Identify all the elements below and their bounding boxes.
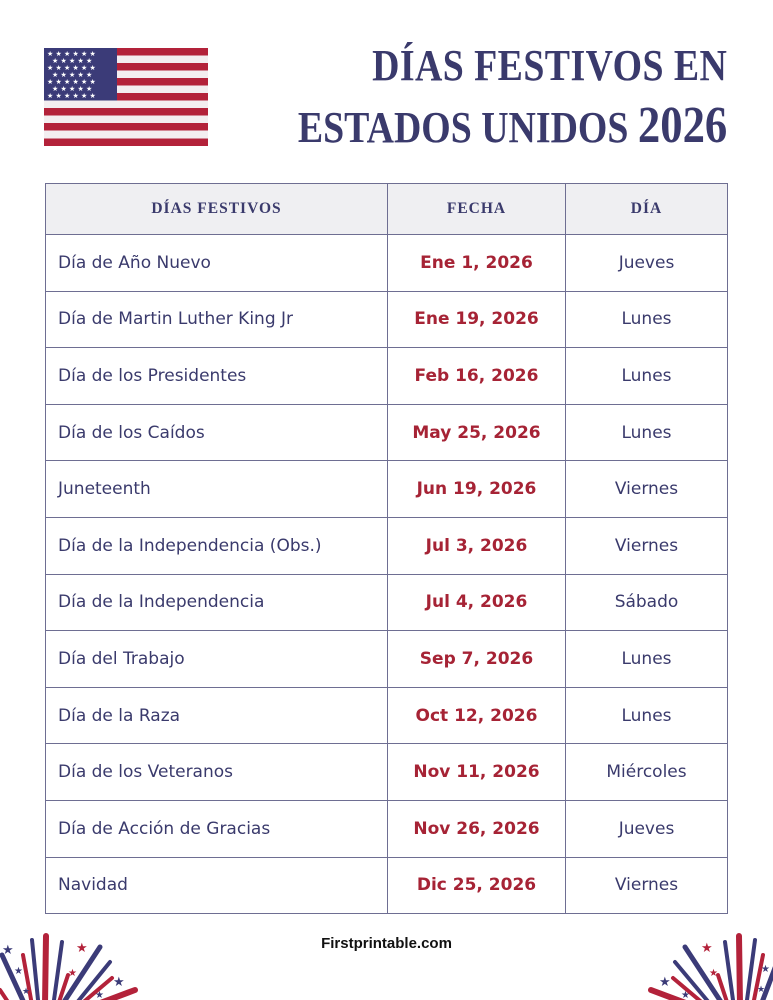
table-header-row (46, 184, 728, 235)
holiday-weekday: Lunes (566, 631, 728, 688)
svg-text:★: ★ (113, 975, 125, 990)
holiday-name: Día de la Independencia (46, 574, 388, 631)
title-line-2 (297, 97, 727, 154)
svg-text:★: ★ (76, 941, 88, 956)
holiday-weekday: Jueves (566, 800, 728, 857)
footer-site-name: Firstprintable.com (321, 935, 452, 952)
table-row (46, 235, 728, 292)
table-row (46, 631, 728, 688)
holiday-name: Día de los Caídos (46, 404, 388, 461)
svg-text:★: ★ (95, 990, 104, 1000)
title-year: 2026 (637, 97, 727, 154)
holiday-date: Ene 19, 2026 (388, 291, 566, 348)
holiday-date: Jul 4, 2026 (388, 574, 566, 631)
holidays-table (45, 183, 728, 914)
holiday-date: Jul 3, 2026 (388, 517, 566, 574)
holiday-name: Día del Trabajo (46, 631, 388, 688)
holiday-name: Juneteenth (46, 461, 388, 518)
holiday-weekday: Viernes (566, 517, 728, 574)
holiday-date: Nov 11, 2026 (388, 744, 566, 801)
svg-text:★: ★ (659, 975, 671, 990)
holiday-date: Oct 12, 2026 (388, 687, 566, 744)
holiday-date: Sep 7, 2026 (388, 631, 566, 688)
holiday-name: Día de los Presidentes (46, 348, 388, 405)
svg-text:★: ★ (761, 964, 770, 975)
holiday-name: Día de Acción de Gracias (46, 800, 388, 857)
holiday-weekday: Lunes (566, 348, 728, 405)
table-row (46, 687, 728, 744)
svg-text:★: ★ (2, 943, 14, 958)
holiday-date: Dic 25, 2026 (388, 857, 566, 914)
svg-text:★: ★ (68, 968, 77, 979)
svg-text:★ ★ ★ ★ ★ ★: ★ ★ ★ ★ ★ ★ (47, 78, 96, 86)
fireworks-icon (0, 920, 150, 1000)
table-row (46, 517, 728, 574)
svg-text:★: ★ (701, 941, 713, 956)
svg-text:★ ★ ★ ★ ★ ★: ★ ★ ★ ★ ★ ★ (47, 64, 96, 72)
svg-text:★ ★ ★ ★ ★ ★: ★ ★ ★ ★ ★ ★ (47, 92, 96, 100)
svg-text:★: ★ (681, 990, 690, 1000)
svg-text:★: ★ (709, 968, 718, 979)
holiday-name: Día de los Veteranos (46, 744, 388, 801)
title-country: ESTADOS UNIDOS (297, 103, 629, 152)
holiday-date: Nov 26, 2026 (388, 800, 566, 857)
holiday-name: Día de la Raza (46, 687, 388, 744)
holiday-weekday: Lunes (566, 687, 728, 744)
table-row (46, 857, 728, 914)
holiday-name: Navidad (46, 857, 388, 914)
svg-text:★ ★ ★ ★ ★: ★ ★ ★ ★ ★ (52, 57, 93, 65)
table-row (46, 574, 728, 631)
page-title (228, 38, 727, 152)
table-row (46, 404, 728, 461)
column-header-holiday: DÍAS FESTIVOS (46, 184, 388, 235)
holiday-date: May 25, 2026 (388, 404, 566, 461)
holiday-name: Día de Martin Luther King Jr (46, 291, 388, 348)
holiday-weekday: Lunes (566, 291, 728, 348)
holiday-weekday: Viernes (566, 857, 728, 914)
fireworks-icon (623, 920, 773, 1000)
svg-text:★: ★ (22, 987, 31, 997)
table-row (46, 461, 728, 518)
table-row (46, 744, 728, 801)
svg-text:★ ★ ★ ★ ★: ★ ★ ★ ★ ★ (52, 71, 93, 79)
holiday-weekday: Viernes (566, 461, 728, 518)
svg-text:★: ★ (757, 985, 766, 995)
column-header-date: FECHA (388, 184, 566, 235)
holiday-name: Día de la Independencia (Obs.) (46, 517, 388, 574)
holiday-weekday: Jueves (566, 235, 728, 292)
column-header-day: DÍA (566, 184, 728, 235)
holiday-name: Día de Año Nuevo (46, 235, 388, 292)
holiday-weekday: Miércoles (566, 744, 728, 801)
table-row (46, 800, 728, 857)
svg-text:★ ★ ★ ★ ★ ★: ★ ★ ★ ★ ★ ★ (47, 50, 96, 58)
title-line-1: DÍAS FESTIVOS EN (371, 41, 727, 90)
holiday-date: Ene 1, 2026 (388, 235, 566, 292)
table-row (46, 348, 728, 405)
holiday-date: Feb 16, 2026 (388, 348, 566, 405)
svg-text:★ ★ ★ ★ ★: ★ ★ ★ ★ ★ (52, 85, 93, 93)
holiday-weekday: Lunes (566, 404, 728, 461)
table-row (46, 291, 728, 348)
us-flag-icon (44, 48, 208, 146)
holiday-weekday: Sábado (566, 574, 728, 631)
svg-text:★: ★ (14, 966, 23, 977)
holiday-date: Jun 19, 2026 (388, 461, 566, 518)
